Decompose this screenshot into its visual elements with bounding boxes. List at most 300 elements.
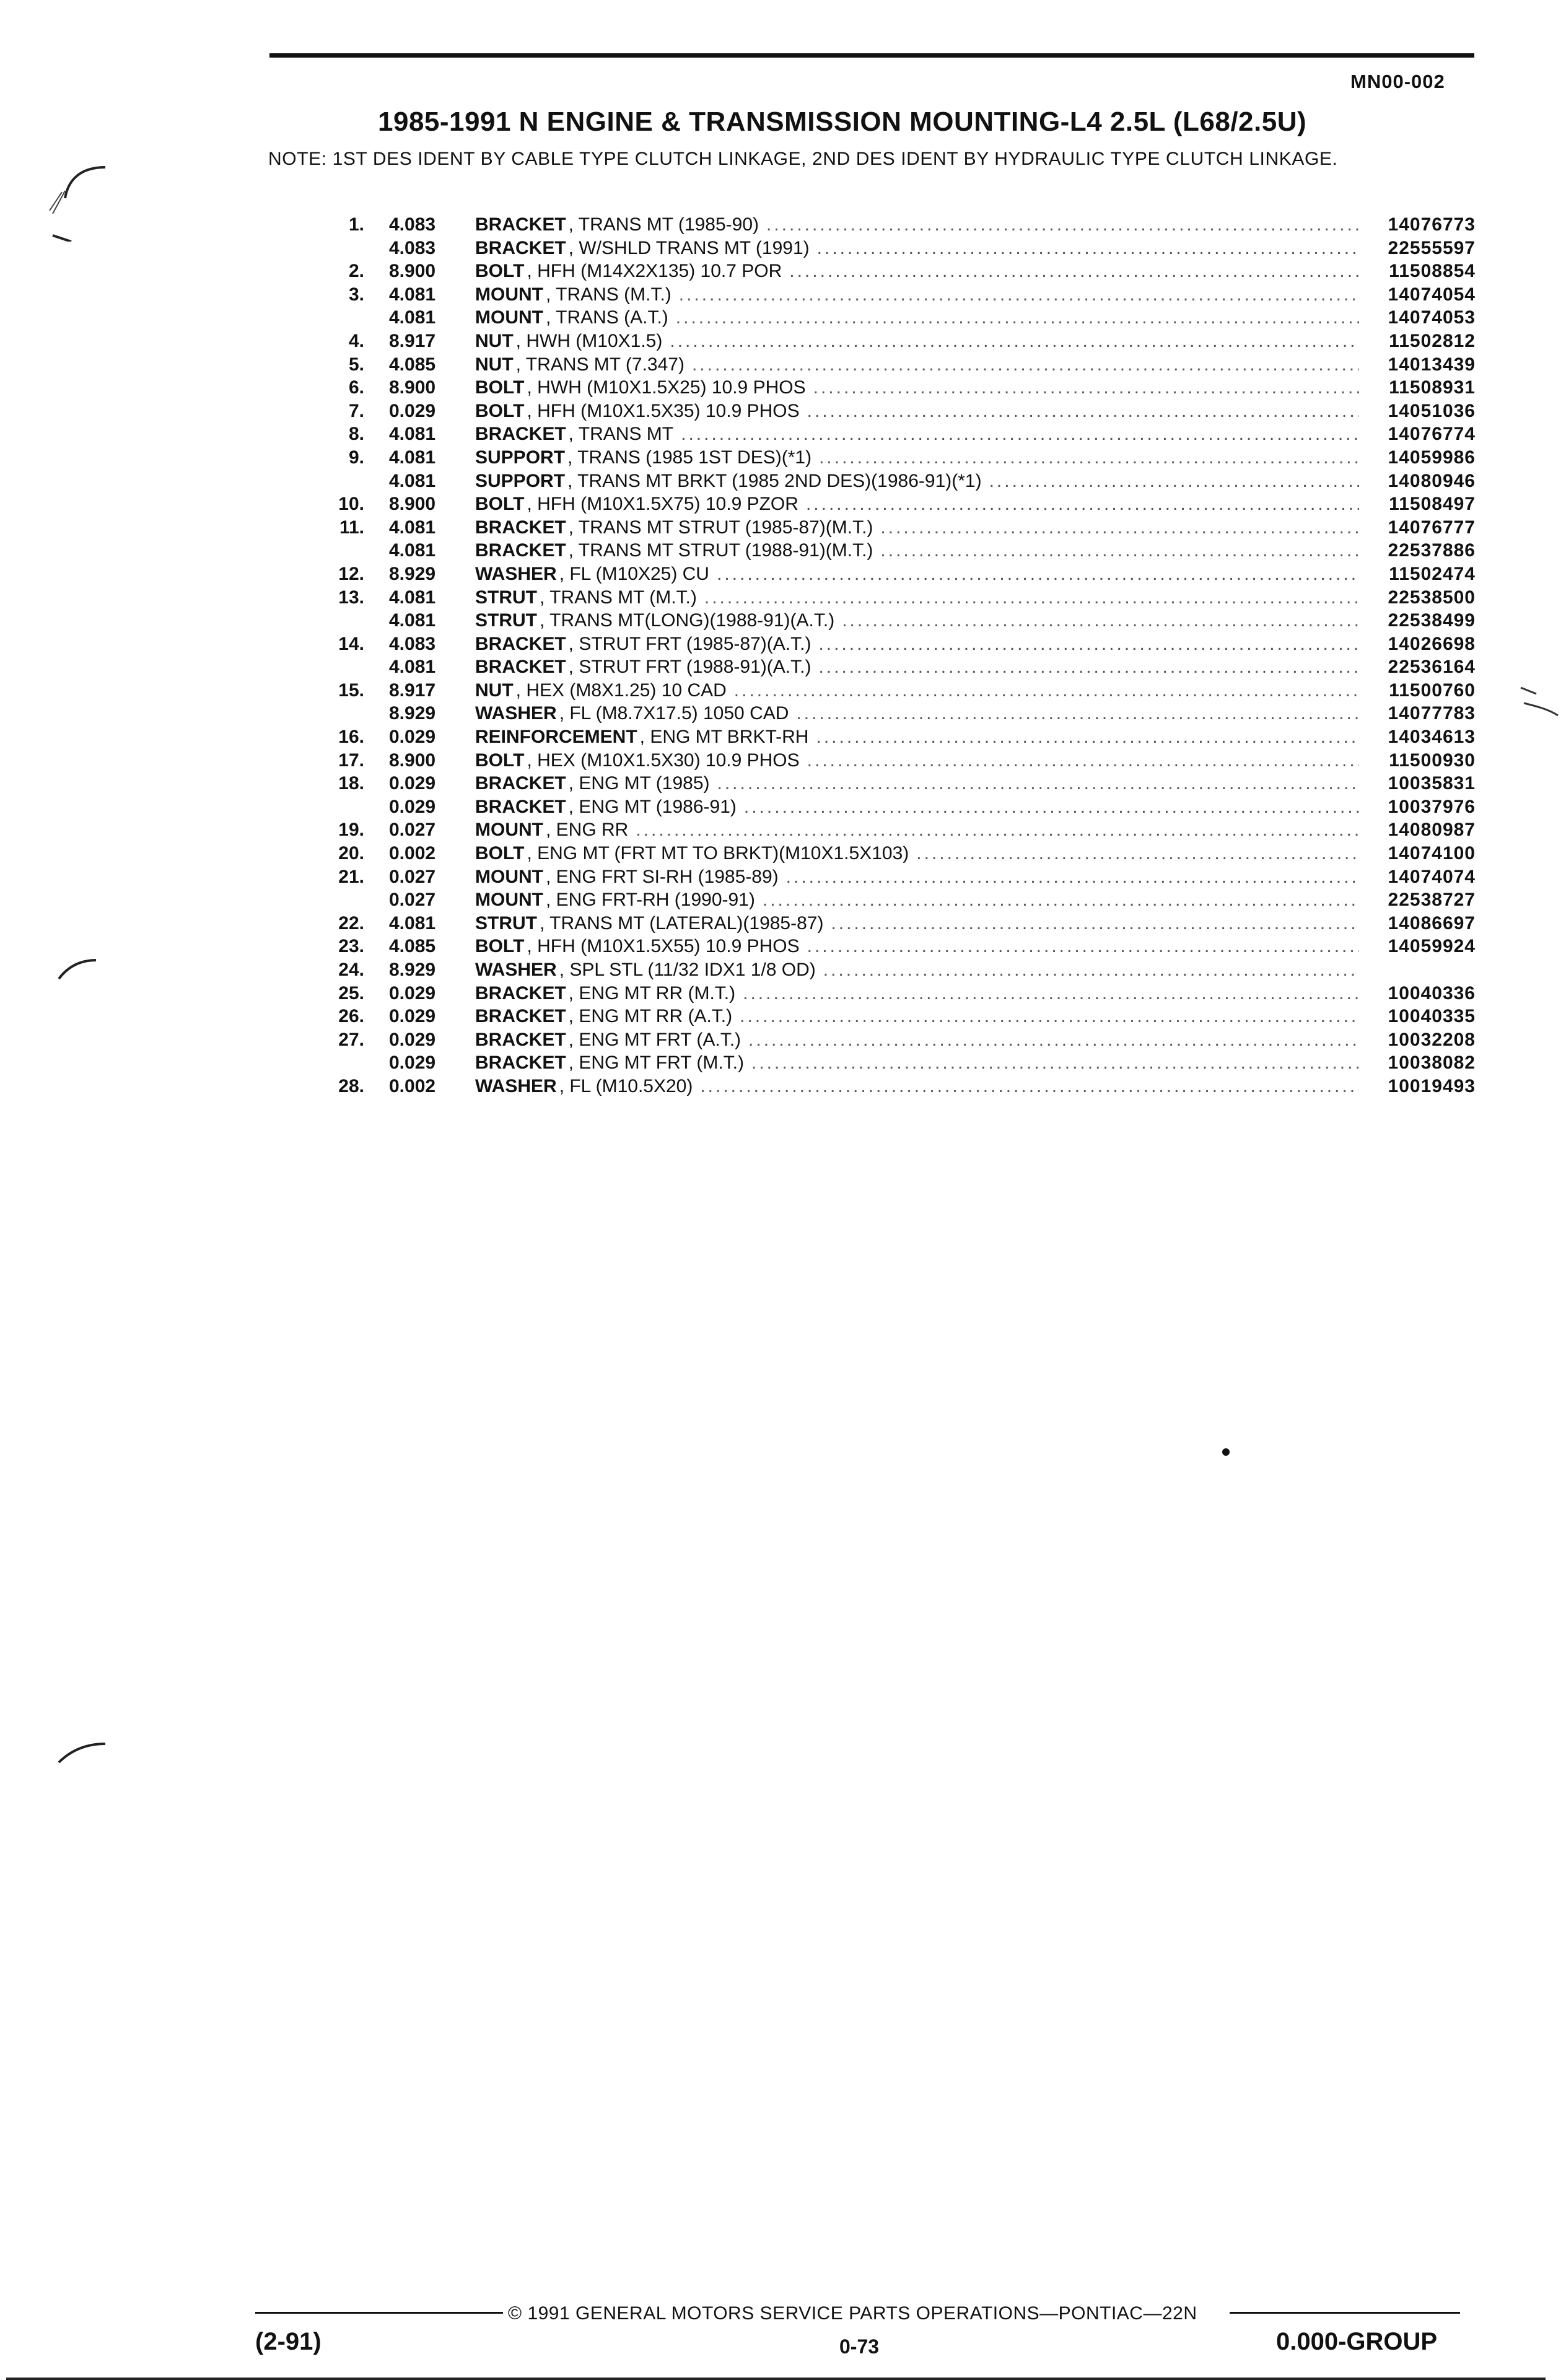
part-name: BRACKET [475,214,566,235]
part-name: WASHER [475,563,557,584]
parts-list [322,214,1476,1100]
part-number: 22538727 [1388,890,1476,911]
callout-number: 26. [338,1006,364,1027]
part-number: 14051036 [1388,400,1476,421]
callout-number: 23. [338,936,364,957]
part-name: MOUNT [475,284,543,305]
footer-copyright: © 1991 GENERAL MOTORS SERVICE PARTS OPERATIONS—PONTIAC—22N [508,2303,1197,2324]
parts-row [322,1030,1476,1053]
callout-number: 10. [338,494,364,515]
part-spec: , TRANS MT (M.T.) [540,587,697,608]
page-title: 1985-1991 N ENGINE & TRANSMISSION MOUNTING-L4 2.5L (L68/2.5U) [378,107,1307,137]
part-spec: , ENG FRT SI-RH (1985-89) [545,866,779,887]
group-number: 8.900 [389,377,436,398]
part-description [475,1052,1359,1074]
callout-number: 13. [338,587,364,608]
part-description [475,750,1359,771]
group-number: 0.029 [389,1029,436,1050]
part-name: MOUNT [475,307,543,328]
parts-row [322,634,1476,657]
part-name: BRACKET [475,982,566,1004]
part-description [475,540,1359,561]
parts-row [322,471,1476,494]
part-spec: , HFH (M14X2X135) 10.7 POR [527,261,782,282]
parts-row [322,540,1476,564]
group-number: 4.081 [389,470,436,491]
part-description [475,587,1359,608]
part-spec: , HFH (M10X1.5X55) 10.9 PHOS [527,936,800,957]
scan-dot-icon [1222,1448,1230,1456]
part-spec: , TRANS MT STRUT (1985-87)(M.T.) [568,517,873,538]
part-name: BOLT [475,750,525,771]
part-name: BOLT [475,377,525,398]
part-spec: , HWH (M10X1.5) [515,330,663,351]
dot-leader [671,284,1359,305]
group-number: 0.029 [389,982,436,1004]
group-number: 0.002 [389,1075,436,1096]
dot-leader [732,1006,1359,1027]
callout-number: 8. [348,424,364,445]
dot-leader [811,634,1359,655]
dot-leader [873,517,1359,538]
part-name: STRUT [475,587,537,608]
callout-number: 16. [338,727,364,748]
parts-row [322,680,1476,704]
dot-leader [810,238,1359,259]
part-number: 14076773 [1388,214,1476,235]
part-description [475,960,1359,981]
part-name: WASHER [475,703,557,724]
scan-mark-binder-icon [37,155,112,242]
group-number: 8.900 [389,261,436,282]
part-description [475,564,1359,585]
bottom-rule [6,2378,1546,2380]
part-number: 10038082 [1388,1052,1476,1074]
dot-leader [668,307,1359,328]
part-name: WASHER [475,960,557,980]
group-number: 8.929 [389,563,436,584]
part-description [475,773,1359,794]
part-description [475,890,1359,911]
part-description [475,307,1359,328]
parts-row [322,284,1476,308]
parts-row [322,1076,1476,1100]
parts-row [322,1052,1476,1076]
part-spec: , TRANS (1985 1ST DES)(*1) [567,447,812,468]
part-spec: , TRANS MT STRUT (1988-91)(M.T.) [568,540,873,561]
part-spec: , STRUT FRT (1985-87)(A.T.) [568,633,811,654]
part-spec: , FL (M10X25) CU [559,563,709,584]
group-number: 4.081 [389,540,436,561]
part-number: 11508931 [1389,377,1476,398]
dot-leader [710,773,1359,794]
part-spec: , TRANS (M.T.) [545,284,671,305]
part-number: 10032208 [1388,1029,1476,1050]
group-number: 0.029 [389,1052,436,1074]
part-description [475,657,1359,678]
part-name: BRACKET [475,657,566,678]
dot-leader [816,960,1359,981]
group-number: 4.081 [389,587,436,608]
parts-row [322,610,1476,634]
part-spec: , ENG MT RR (M.T.) [568,982,736,1004]
part-description [475,238,1359,259]
parts-row [322,820,1476,843]
parts-row [322,587,1476,611]
parts-row [322,331,1476,354]
group-number: 0.029 [389,1006,436,1027]
parts-row [322,890,1476,913]
part-number: 14026698 [1388,633,1476,654]
group-number: 4.081 [389,517,436,538]
part-spec: , HEX (M10X1.5X30) 10.9 PHOS [527,750,800,771]
part-number: 14034613 [1388,727,1476,748]
group-number: 0.027 [389,866,436,887]
part-number: 14080987 [1388,820,1476,841]
parts-row [322,307,1476,331]
part-number: 11502812 [1389,330,1476,351]
part-name: NUT [475,330,514,351]
part-description [475,727,1359,748]
callout-number: 27. [338,1029,364,1050]
part-spec: , ENG MT BRKT-RH [639,727,809,748]
part-description [475,797,1359,818]
part-name: NUT [475,354,514,375]
dot-leader [628,820,1359,841]
group-number: 8.929 [389,703,436,724]
callout-number: 1. [348,214,364,235]
parts-row [322,960,1476,983]
part-number: 11508497 [1389,494,1476,515]
callout-number: 22. [338,912,364,934]
note-text: NOTE: 1ST DES IDENT BY CABLE TYPE CLUTCH LINKAGE, 2ND DES IDENT BY HYDRAULIC TYPE CLUTCH LINKAGE. [268,149,1338,169]
part-description [475,820,1359,841]
dot-leader [782,261,1359,282]
part-description [475,867,1359,888]
part-number: 14059986 [1388,447,1476,468]
part-spec: , HFH (M10X1.5X35) 10.9 PHOS [527,400,800,421]
part-name: REINFORCEMENT [475,727,637,748]
part-number: 14059924 [1388,936,1476,957]
part-number: 14080946 [1388,470,1476,491]
dot-leader [662,331,1359,352]
part-name: BOLT [475,261,525,282]
parts-row [322,214,1476,238]
part-number: 14074054 [1388,284,1476,305]
parts-row [322,354,1476,378]
part-name: WASHER [475,1075,557,1096]
dot-leader [737,797,1359,818]
group-number: 0.002 [389,843,436,864]
callout-number: 20. [338,843,364,864]
callout-number: 5. [348,354,364,375]
part-name: BOLT [475,936,525,957]
parts-row [322,1006,1476,1030]
part-name: BRACKET [475,1052,566,1074]
part-description [475,284,1359,305]
part-spec: , ENG MT (1986-91) [568,796,737,817]
part-number: 14076774 [1388,424,1476,445]
dot-leader [873,540,1359,561]
part-description [475,494,1359,515]
part-description [475,471,1359,492]
part-spec: , ENG FRT-RH (1990-91) [545,890,755,911]
callout-number: 21. [338,866,364,887]
footer-date: (2-91) [255,2328,322,2355]
scan-mark-binder-icon [50,1731,112,1769]
part-spec: , HEX (M8X1.25) 10 CAD [515,680,727,701]
group-number: 4.085 [389,354,436,375]
dot-leader [823,913,1359,934]
dot-leader [709,564,1359,585]
group-number: 0.027 [389,890,436,911]
part-number: 22536164 [1388,657,1476,678]
part-description [475,424,1359,445]
part-number: 10035831 [1388,773,1476,794]
part-name: BRACKET [475,1006,566,1027]
dot-leader [909,843,1359,864]
part-description [475,331,1359,352]
callout-number: 28. [338,1075,364,1096]
part-number: 22538499 [1388,610,1476,631]
part-description [475,517,1359,538]
callout-number: 2. [348,261,364,282]
dot-leader [800,936,1359,957]
callout-number: 7. [348,400,364,421]
part-spec: , TRANS MT BRKT (1985 2ND DES)(1986-91)(*1) [567,470,982,491]
part-description [475,680,1359,701]
parts-row [322,773,1476,797]
part-name: STRUT [475,912,537,934]
group-number: 8.917 [389,330,436,351]
part-name: NUT [475,680,514,701]
callout-number: 6. [348,377,364,398]
part-spec: , ENG MT (FRT MT TO BRKT)(M10X1.5X103) [527,843,909,864]
parts-row [322,377,1476,401]
parts-row [322,843,1476,867]
callout-number: 4. [348,330,364,351]
part-description [475,983,1359,1004]
group-number: 4.081 [389,284,436,305]
part-description [475,610,1359,631]
parts-row [322,727,1476,750]
group-number: 8.929 [389,960,436,980]
part-name: BOLT [475,494,525,515]
dot-leader [735,983,1359,1004]
part-spec: , TRANS MT [568,424,674,445]
group-number: 0.029 [389,727,436,748]
part-name: MOUNT [475,890,543,911]
group-number: 0.029 [389,773,436,794]
parts-row [322,867,1476,890]
group-number: 8.917 [389,680,436,701]
part-description [475,401,1359,422]
parts-row [322,401,1476,424]
parts-row [322,936,1476,960]
group-number: 4.083 [389,633,436,654]
part-description [475,1006,1359,1027]
part-description [475,703,1359,724]
callout-number: 3. [348,284,364,305]
part-name: MOUNT [475,866,543,887]
group-number: 4.083 [389,237,436,258]
dot-leader [808,727,1359,748]
part-number: 11500760 [1389,680,1476,701]
group-number: 4.081 [389,447,436,468]
part-number: 11502474 [1389,563,1476,584]
callout-number: 25. [338,982,364,1004]
part-description [475,936,1359,957]
group-number: 4.081 [389,307,436,328]
part-name: SUPPORT [475,447,566,468]
part-spec: , ENG MT FRT (A.T.) [568,1029,741,1050]
group-number: 4.081 [389,424,436,445]
part-spec: , TRANS MT (LATERAL)(1985-87) [540,912,824,934]
group-number: 4.083 [389,214,436,235]
group-number: 0.029 [389,400,436,421]
dot-leader [800,401,1359,422]
dot-leader [685,354,1359,375]
dot-leader [982,471,1359,492]
part-name: BRACKET [475,633,566,654]
catalog-code: MN00-002 [1350,71,1445,92]
dot-leader [811,657,1359,678]
part-spec: , HWH (M10X1.5X25) 10.9 PHOS [527,377,806,398]
part-spec: , TRANS (A.T.) [545,307,668,328]
part-number: 14076777 [1388,517,1476,538]
callout-number: 14. [338,633,364,654]
part-name: BRACKET [475,517,566,538]
part-spec: , TRANS MT(LONG)(1988-91)(A.T.) [540,610,835,631]
parts-row [322,447,1476,471]
callout-number: 15. [338,680,364,701]
part-name: BRACKET [475,1029,566,1050]
group-number: 4.081 [389,657,436,678]
part-number: 14074074 [1388,866,1476,887]
part-number: 10040335 [1388,1006,1476,1027]
part-spec: , ENG MT RR (A.T.) [568,1006,733,1027]
part-number: 14077783 [1388,703,1476,724]
dot-leader [759,214,1359,235]
part-name: BRACKET [475,424,566,445]
parts-row [322,983,1476,1007]
top-rule [269,53,1474,58]
part-name: BOLT [475,843,525,864]
parts-row [322,797,1476,820]
parts-row [322,238,1476,261]
part-name: BRACKET [475,540,566,561]
page-number: 0-73 [839,2335,880,2358]
group-number: 0.027 [389,820,436,841]
scan-mark-binder-icon [50,948,99,985]
part-number: 14013439 [1388,354,1476,375]
part-number: 22538500 [1388,587,1476,608]
part-spec: , W/SHLD TRANS MT (1991) [568,237,810,258]
callout-number: 24. [338,960,364,980]
parts-row [322,913,1476,937]
group-number: 8.900 [389,750,436,771]
dot-leader [806,377,1359,398]
part-description [475,1030,1359,1051]
callout-number: 19. [338,820,364,841]
part-description [475,913,1359,934]
part-number: 14086697 [1388,912,1476,934]
part-description [475,447,1359,468]
part-name: STRUT [475,610,537,631]
part-description [475,634,1359,655]
part-description [475,377,1359,398]
dot-leader [755,890,1359,911]
parts-row [322,703,1476,727]
part-name: SUPPORT [475,470,566,491]
part-number: 14074053 [1388,307,1476,328]
part-number: 14074100 [1388,843,1476,864]
part-name: BRACKET [475,773,566,794]
part-number: 10040336 [1388,982,1476,1004]
callout-number: 9. [348,447,364,468]
part-description [475,1076,1359,1097]
callout-number: 18. [338,773,364,794]
parts-row [322,261,1476,284]
part-number: 10037976 [1388,796,1476,817]
group-number: 4.081 [389,610,436,631]
part-name: BRACKET [475,796,566,817]
part-number: 22555597 [1388,237,1476,258]
part-number: 22537886 [1388,540,1476,561]
dot-leader [697,587,1359,608]
part-spec: , STRUT FRT (1988-91)(A.T.) [568,657,811,678]
group-number: 8.900 [389,494,436,515]
parts-row [322,494,1476,517]
callout-number: 11. [339,517,364,538]
footer-rule-right [1230,2312,1460,2314]
part-name: BOLT [475,400,525,421]
footer-rule-left [255,2312,503,2314]
group-number: 4.085 [389,936,436,957]
dot-leader [789,703,1359,724]
dot-leader [693,1076,1359,1097]
part-spec: , TRANS MT (7.347) [515,354,685,375]
callout-number: 17. [338,750,364,771]
footer-group: 0.000-GROUP [1276,2328,1438,2355]
parts-row [322,424,1476,447]
callout-number: 12. [338,563,364,584]
part-description [475,354,1359,375]
scan-mark-icon [1518,681,1561,719]
part-spec: , HFH (M10X1.5X75) 10.9 PZOR [527,494,798,515]
parts-row [322,517,1476,541]
parts-row [322,657,1476,680]
part-spec: , FL (M10.5X20) [559,1075,693,1096]
part-spec: , ENG MT FRT (M.T.) [568,1052,745,1074]
part-description [475,843,1359,864]
dot-leader [800,750,1359,771]
part-spec: , FL (M8.7X17.5) 1050 CAD [559,703,789,724]
dot-leader [798,494,1359,515]
part-name: BRACKET [475,237,566,258]
dot-leader [744,1052,1359,1074]
group-number: 4.081 [389,912,436,934]
parts-row [322,564,1476,587]
dot-leader [834,610,1359,631]
part-number: 11500930 [1389,750,1476,771]
part-description [475,214,1359,235]
dot-leader [673,424,1359,445]
part-spec: , ENG MT (1985) [568,773,710,794]
dot-leader [741,1030,1359,1051]
dot-leader [727,680,1359,701]
part-name: MOUNT [475,820,543,841]
